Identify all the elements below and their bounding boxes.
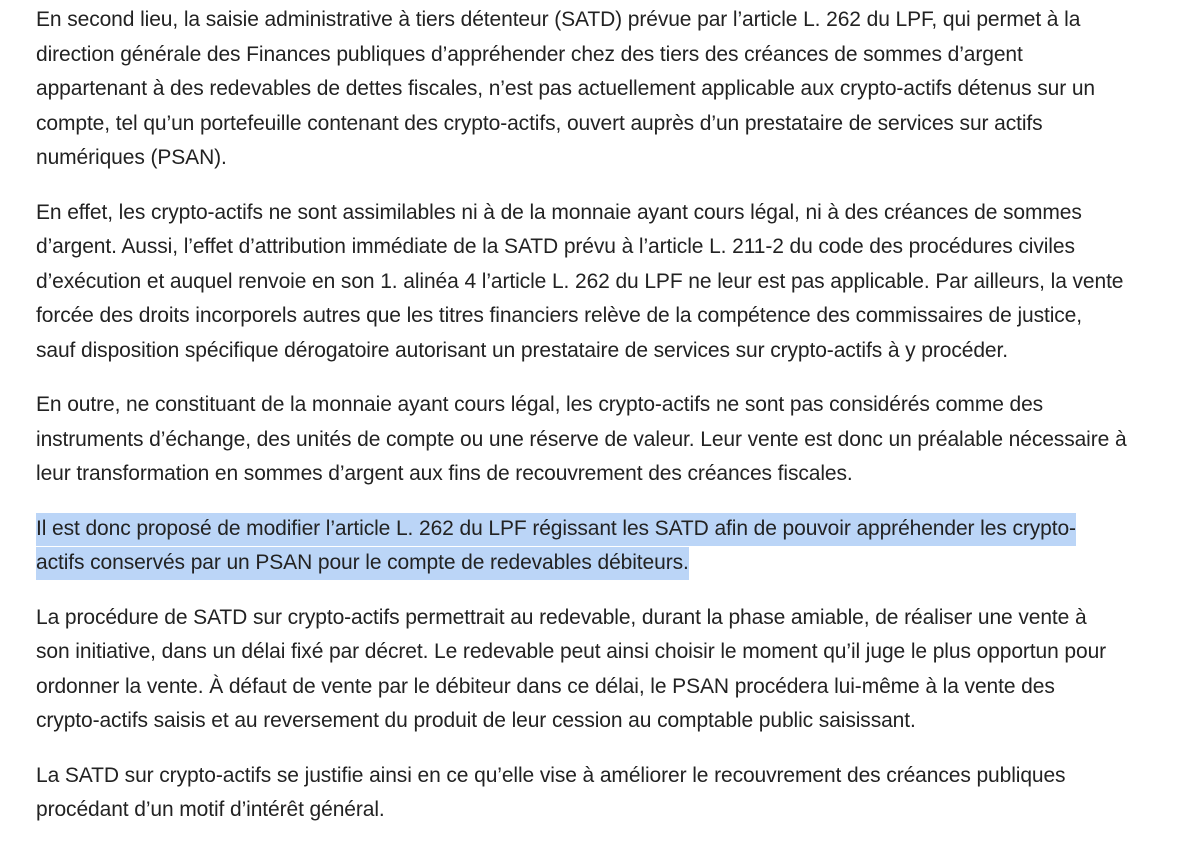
paragraph-proposal-selected[interactable] xyxy=(36,512,1200,581)
text-line: leur transformation en sommes d’argent aux fins de recouvrement des créances fiscales. xyxy=(36,462,853,485)
selection-highlight[interactable]: actifs conservés par un PSAN pour le compte de redevables débiteurs. xyxy=(36,547,689,580)
text-line: instruments d’échange, des unités de compte ou une réserve de valeur. Leur vente est donc un préalable nécessaire à xyxy=(36,427,1127,451)
text-line: La SATD sur crypto-actifs se justifie ainsi en ce qu’elle vise à améliorer le recouvrement des créances publiques xyxy=(36,763,1066,787)
text-line: En second lieu, la saisie administrative à tiers détenteur (SATD) prévue par l’article L. 262 du LPF, qui permet à la xyxy=(36,8,1081,31)
text-line: sauf disposition spécifique dérogatoire autorisant un prestataire de services sur crypto-actifs à y procéder. xyxy=(36,338,1008,362)
paragraph-sale-prerequisite xyxy=(36,388,1200,492)
text-line: ordonner la vente. À défaut de vente par le débiteur dans ce délai, le PSAN procédera lui-même à la vente des xyxy=(36,674,1055,698)
selection-highlight[interactable]: Il est donc proposé de modifier l’article L. 262 du LPF régissant les SATD afin de pouvoir appréhender les crypto- xyxy=(36,513,1076,546)
text-line: compte, tel qu’un portefeuille contenant des crypto-actifs, ouvert auprès d’un prestataire de services sur actifs xyxy=(36,111,1043,135)
text-line: son initiative, dans un délai fixé par décret. Le redevable peut ainsi choisir le moment qu’il juge le plus opportun pour xyxy=(36,640,1107,663)
text-line: En outre, ne constituant de la monnaie ayant cours légal, les crypto-actifs ne sont pas considérés comme des xyxy=(36,393,1044,416)
selected-text-line[interactable] xyxy=(36,512,1200,547)
text-line: crypto-actifs saisis et au reversement du produit de leur cession au comptable public saisissant. xyxy=(36,709,916,732)
text-line: direction générale des Finances publiques d’appréhender chez des tiers des créances de sommes d’argent xyxy=(36,42,1023,66)
paragraph-justification xyxy=(36,759,1200,828)
text-line: appartenant à des redevables de dettes fiscales, n’est pas actuellement applicable aux crypto-actifs détenus sur un xyxy=(36,77,1095,100)
text-line: En effet, les crypto-actifs ne sont assimilables ni à de la monnaie ayant cours légal, ni à des créances de sommes xyxy=(36,200,1082,224)
text-line: La procédure de SATD sur crypto-actifs permettrait au redevable, durant la phase amiable, de réaliser une vente à xyxy=(36,605,1087,629)
text-line: procédant d’un motif d’intérêt général. xyxy=(36,798,385,821)
text-line: forcée des droits incorporels autres que les titres financiers relève de la compétence des commissaires de justice, xyxy=(36,304,1082,327)
paragraph-crypto-not-currency xyxy=(36,196,1200,369)
text-line: d’argent. Aussi, l’effet d’attribution immédiate de la SATD prévu à l’article L. 211-2 du code des procédures civiles xyxy=(36,235,1075,258)
text-line: numériques (PSAN). xyxy=(36,146,227,169)
text-line: d’exécution et auquel renvoie en son 1. alinéa 4 l’article L. 262 du LPF ne leur est pas applicable. Par ailleurs, la vente xyxy=(36,269,1124,293)
document-body xyxy=(36,0,1200,828)
paragraph-satd-not-applicable xyxy=(36,3,1200,176)
selected-text-line[interactable] xyxy=(36,546,1200,581)
paragraph-procedure xyxy=(36,601,1200,739)
